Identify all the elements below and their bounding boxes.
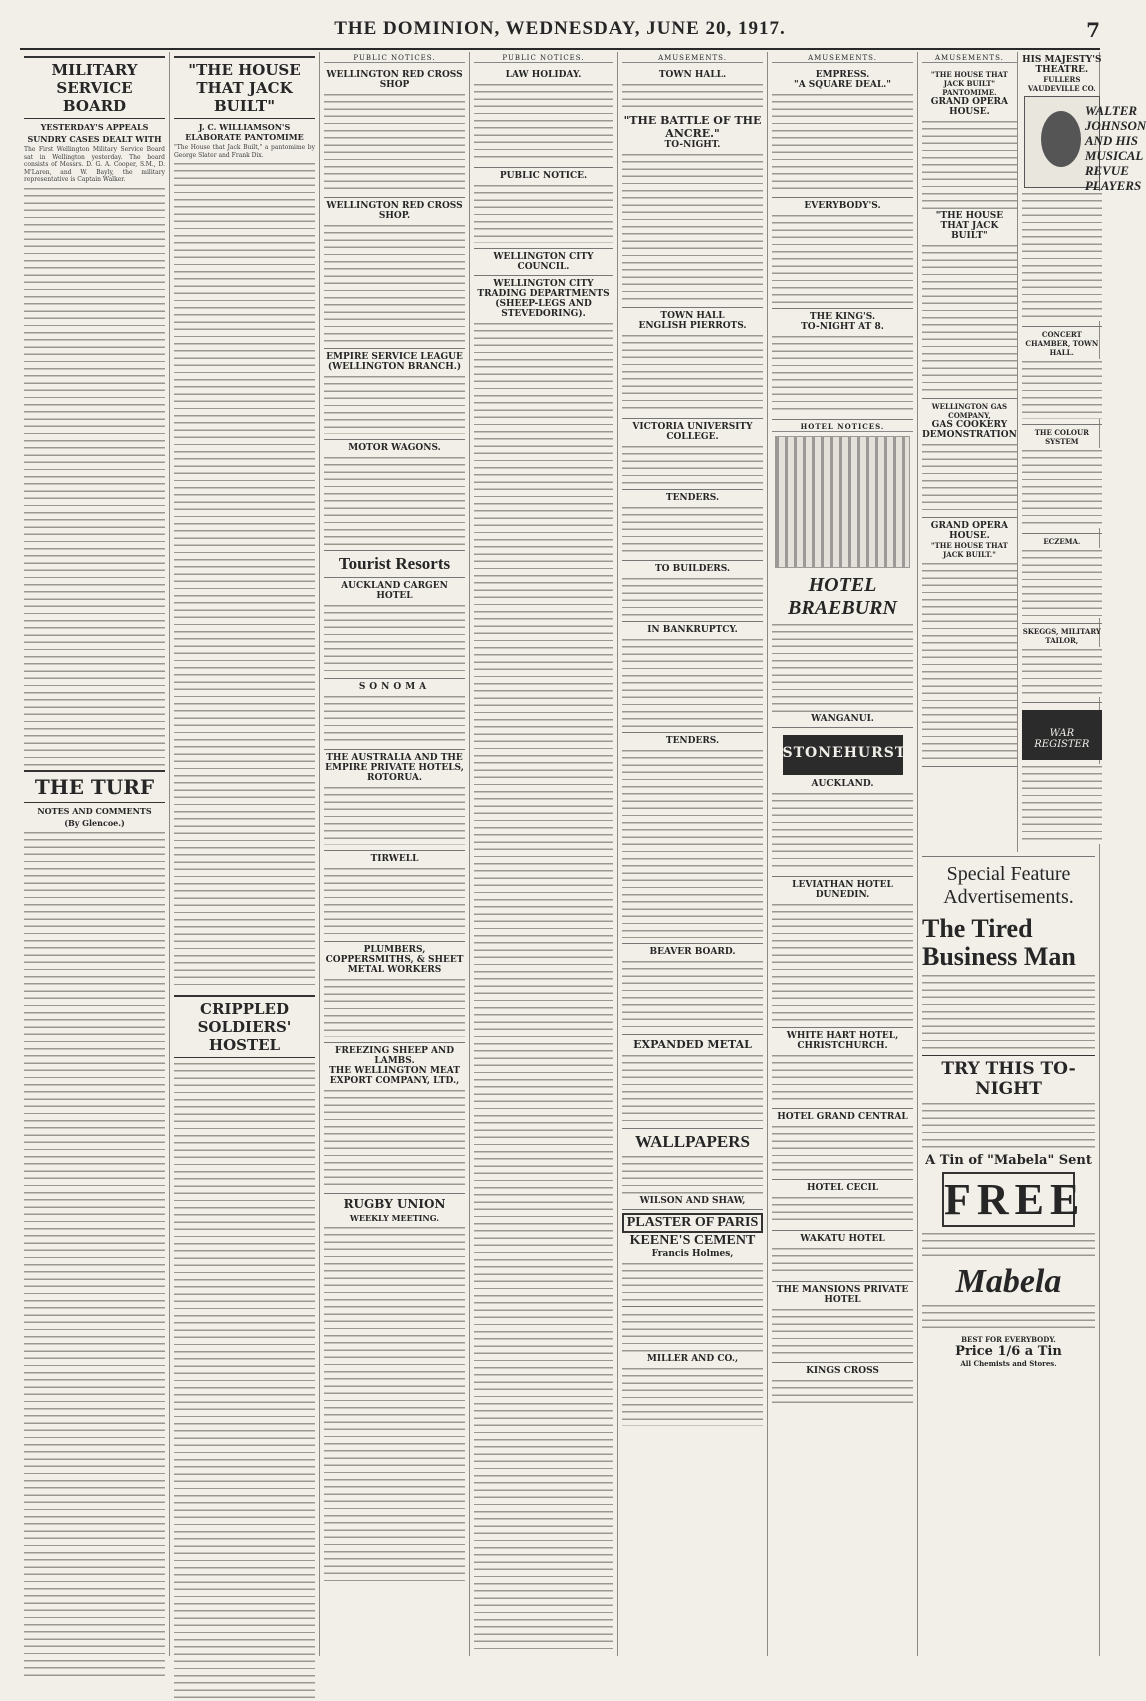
ad-title: EVERYBODY'S. bbox=[804, 201, 881, 211]
ad-body bbox=[622, 748, 763, 938]
ad-title: THE KING'S. bbox=[809, 312, 876, 322]
ad-body bbox=[922, 1303, 1095, 1333]
ad-title: CONCERT CHAMBER, TOWN HALL. bbox=[1025, 330, 1099, 357]
ad-feature: "THE BATTLE OF THE ANCRE." bbox=[623, 114, 762, 140]
ad-title: SONOMA bbox=[358, 682, 431, 692]
ad-title: VICTORIA UNIVERSITY COLLEGE. bbox=[632, 422, 753, 442]
headline-military-service: MILITARY SERVICE BOARD bbox=[24, 56, 165, 119]
ad-body bbox=[324, 455, 465, 545]
byline: (By Glencoe.) bbox=[64, 817, 125, 828]
ad-body bbox=[772, 92, 913, 192]
ad-title: PLASTER OF PARIS bbox=[622, 1213, 763, 1233]
price: Price 1/6 a Tin bbox=[955, 1344, 1062, 1359]
ad-feature: TO-NIGHT. bbox=[664, 140, 721, 150]
ad-body bbox=[772, 622, 913, 712]
ad-title: HOTEL CECIL bbox=[806, 1183, 879, 1193]
ad-title: IN BANKRUPTCY. bbox=[647, 625, 738, 635]
ad-body bbox=[772, 1053, 913, 1103]
ad-feature: WILSON AND SHAW, bbox=[639, 1196, 746, 1206]
ad-body bbox=[772, 1378, 913, 1408]
column-1 bbox=[20, 52, 170, 1656]
ad-feature: Francis Holmes, bbox=[651, 1249, 734, 1259]
hotel-illustration bbox=[775, 436, 910, 568]
ad-body bbox=[772, 1307, 913, 1357]
article-text: "The House that Jack Built," a pantomime by George Slater and Frank Dix. bbox=[174, 144, 317, 159]
page-number: 7 bbox=[1086, 18, 1100, 42]
ad-title: TENDERS. bbox=[665, 736, 720, 746]
logo-text: STONEHURST. bbox=[782, 745, 911, 761]
ad-title: WHITE HART HOTEL, CHRISTCHURCH. bbox=[786, 1031, 899, 1051]
ad-title: TO BUILDERS. bbox=[654, 564, 731, 574]
ad-body bbox=[922, 442, 1017, 512]
ad-feature: "THE HOUSE THAT JACK BUILT" bbox=[935, 211, 1004, 241]
ad-feature: ENGLISH PIERROTS. bbox=[638, 321, 747, 331]
ad-body bbox=[324, 223, 465, 343]
ad-title: LAW HOLIDAY. bbox=[505, 70, 582, 80]
ad-body bbox=[1022, 448, 1102, 528]
ad-title: THE COLOUR SYSTEM bbox=[1034, 428, 1089, 446]
ad-title: Tourist Resorts bbox=[338, 554, 451, 573]
ad-title: THE WELLINGTON MEAT EXPORT COMPANY, LTD., bbox=[329, 1066, 460, 1086]
ad-body bbox=[772, 334, 913, 414]
article-text: The First Wellington Military Service Board sat in Wellington yesterday. The board consists of Messrs. D. G. A. Cooper, S.M., D. M'Laren, and W. Bayly, the military representative is Captain Walker. bbox=[24, 146, 167, 184]
ad-feature: GRAND OPERA HOUSE. bbox=[930, 97, 1009, 117]
ad-body bbox=[622, 576, 763, 616]
article-body bbox=[174, 1061, 315, 1701]
ad-title: MILLER AND CO., bbox=[646, 1354, 739, 1364]
ad-body bbox=[622, 1154, 763, 1194]
war-register-title: WAR REGISTER bbox=[1034, 728, 1090, 750]
ad-body bbox=[622, 82, 763, 112]
section-header: PUBLIC NOTICES. bbox=[474, 54, 613, 63]
ad-body bbox=[922, 119, 1017, 209]
ad-body bbox=[622, 333, 763, 413]
ad-body bbox=[772, 791, 913, 871]
ad-title: FREEZING SHEEP AND LAMBS. bbox=[334, 1046, 455, 1066]
ad-title: TIRWELL bbox=[370, 854, 419, 864]
section-header: AMUSEMENTS. bbox=[922, 54, 1017, 63]
ad-title: HOTEL BRAEBURN bbox=[788, 574, 897, 619]
ad-body bbox=[622, 505, 763, 555]
ad-title: THE MANSIONS PRIVATE HOTEL bbox=[776, 1285, 909, 1305]
ad-body bbox=[324, 694, 465, 744]
ad-title: TENDERS. bbox=[665, 493, 720, 503]
ad-title: HOTEL GRAND CENTRAL bbox=[777, 1112, 908, 1122]
ad-title: THE AUSTRALIA AND THE EMPIRE PRIVATE HOTELS, ROTORUA. bbox=[325, 753, 464, 783]
ad-title: WELLINGTON CITY COUNCIL. bbox=[493, 252, 594, 272]
subhead-pantomime: J. C. WILLIAMSON'S ELABORATE PANTOMIME bbox=[185, 122, 304, 142]
ad-title: WAKATU HOTEL bbox=[800, 1234, 885, 1244]
ad-title: MOTOR WAGONS. bbox=[348, 443, 441, 453]
column-4 bbox=[470, 52, 618, 1656]
ad-body bbox=[474, 183, 613, 243]
portrait-image bbox=[1041, 111, 1081, 167]
revue-portrait bbox=[1024, 96, 1146, 193]
ad-body bbox=[772, 1195, 913, 1225]
subhead-sundry: SUNDRY CASES DEALT WITH bbox=[27, 134, 162, 144]
headline-house-jack: "THE HOUSE THAT JACK BUILT" bbox=[174, 56, 315, 119]
ad-title: EXPANDED METAL bbox=[633, 1038, 752, 1051]
ad-title: WALLPAPERS bbox=[635, 1132, 750, 1151]
ad-body bbox=[622, 1366, 763, 1426]
ad-body bbox=[324, 785, 465, 845]
ad-title: WELLINGTON GAS COMPANY, bbox=[931, 402, 1008, 420]
ad-title: TOWN HALL bbox=[660, 311, 725, 321]
stockists: All Chemists and Stores. bbox=[960, 1359, 1057, 1368]
ad-title: LEVIATHAN HOTEL bbox=[792, 880, 893, 890]
column-3 bbox=[320, 52, 470, 1656]
ad-feature: "THE HOUSE THAT JACK BUILT." bbox=[930, 541, 1008, 559]
headline-turf: THE TURF bbox=[24, 770, 165, 803]
ad-body bbox=[922, 243, 1017, 393]
ad-body bbox=[622, 637, 763, 727]
mabela-logo: Mabela bbox=[955, 1263, 1062, 1300]
amusements-left bbox=[922, 52, 1018, 852]
ad-body bbox=[324, 977, 465, 1037]
ad-body bbox=[1022, 764, 1102, 844]
ad-title: AUCKLAND CARGEN HOTEL bbox=[341, 581, 448, 601]
ad-title: ECZEMA. bbox=[1043, 537, 1081, 546]
column-6 bbox=[768, 52, 918, 1656]
ad-body bbox=[1022, 359, 1102, 419]
ad-body bbox=[622, 959, 763, 1029]
ad-title: RUGBY UNION bbox=[343, 1197, 446, 1211]
free-banner: FREE bbox=[942, 1172, 1075, 1227]
column-5 bbox=[618, 52, 768, 1656]
ad-title: EMPRESS. bbox=[815, 70, 870, 80]
section-header: PUBLIC NOTICES. bbox=[324, 54, 465, 63]
ad-feature: DUNEDIN. bbox=[815, 890, 870, 900]
ad-title: KINGS CROSS bbox=[806, 1366, 879, 1376]
column-2 bbox=[170, 52, 320, 1656]
ad-feature: GAS COOKERY DEMONSTRATION bbox=[922, 420, 1017, 440]
section-header: HOTEL NOTICES. bbox=[772, 422, 913, 432]
ad-body bbox=[922, 1101, 1095, 1151]
ad-body bbox=[922, 561, 1017, 761]
section-header: AMUSEMENTS. bbox=[622, 54, 763, 63]
headline-crippled-soldiers: CRIPPLED SOLDIERS' HOSTEL bbox=[174, 995, 315, 1058]
amusements-right bbox=[1022, 52, 1146, 852]
article-body bbox=[174, 161, 315, 991]
ad-title: PLUMBERS, COPPERSMITHS, & SHEET METAL WORKERS bbox=[325, 945, 464, 975]
ad-title: HIS MAJESTY'S THEATRE. bbox=[1022, 55, 1102, 75]
article-body bbox=[24, 186, 165, 766]
subhead-appeals: YESTERDAY'S APPEALS bbox=[40, 122, 149, 132]
column-7 bbox=[918, 52, 1146, 1656]
revue-title: WALTER JOHNSON AND HIS MUSICAL REVUE PLAYERS bbox=[1084, 103, 1146, 193]
ad-title: GRAND OPERA HOUSE. bbox=[930, 521, 1009, 541]
ad-feature: WANGANUI. bbox=[811, 714, 874, 724]
ad-body bbox=[622, 444, 763, 484]
ad-body bbox=[622, 1261, 763, 1301]
tired-business-man-title: The Tired Business Man bbox=[922, 914, 1076, 971]
ad-title: WELLINGTON RED CROSS SHOP. bbox=[326, 201, 463, 221]
ad-body bbox=[324, 603, 465, 673]
newspaper-title: THE DOMINION, WEDNESDAY, JUNE 20, 1917. bbox=[334, 18, 786, 39]
ad-body bbox=[324, 1225, 465, 1585]
try-tonight: TRY THIS TO-NIGHT bbox=[922, 1055, 1095, 1099]
ad-body bbox=[772, 1246, 913, 1276]
subhead-notes: NOTES AND COMMENTS bbox=[37, 805, 152, 816]
masthead bbox=[20, 18, 1100, 50]
stonehurst-logo bbox=[782, 735, 911, 775]
ad-title: SKEGGS, MILITARY TAILOR, bbox=[1022, 627, 1101, 645]
best-for-everybody: BEST FOR EVERYBODY. bbox=[961, 1335, 1056, 1344]
tin-sent: A Tin of "Mabela" Sent bbox=[925, 1153, 1092, 1168]
ad-subtitle: WEEKLY MEETING. bbox=[349, 1213, 440, 1223]
special-feature-section bbox=[922, 856, 1095, 1368]
ad-body bbox=[922, 973, 1095, 1053]
ad-feature: TO-NIGHT AT 8. bbox=[801, 322, 884, 332]
ad-feature: "A SQUARE DEAL." bbox=[794, 80, 891, 90]
ad-feature: FULLERS VAUDEVILLE CO. bbox=[1027, 75, 1096, 93]
ad-body bbox=[1022, 191, 1102, 321]
ad-body bbox=[324, 374, 465, 434]
ad-body bbox=[474, 321, 613, 1651]
ad-title: EMPIRE SERVICE LEAGUE (WELLINGTON BRANCH.) bbox=[326, 352, 463, 372]
ad-title: TOWN HALL. bbox=[658, 70, 727, 80]
ad-body bbox=[324, 866, 465, 936]
ad-body bbox=[1022, 548, 1102, 618]
war-register-image bbox=[1022, 710, 1102, 760]
ad-body bbox=[324, 1088, 465, 1188]
ad-title: BEAVER BOARD. bbox=[649, 947, 736, 957]
ad-body bbox=[324, 92, 465, 192]
amusements-area bbox=[922, 52, 1146, 852]
ad-title: PUBLIC NOTICE. bbox=[499, 171, 588, 181]
ad-body bbox=[772, 1124, 913, 1174]
ad-body bbox=[772, 213, 913, 303]
article-body bbox=[24, 830, 165, 1680]
ad-feature: KEENE'S CEMENT bbox=[629, 1233, 756, 1248]
ad-body bbox=[622, 152, 763, 302]
special-feature-heading: Special Feature Advertisements. bbox=[943, 863, 1074, 908]
ad-body bbox=[1022, 647, 1102, 697]
section-header: AMUSEMENTS. bbox=[772, 54, 913, 63]
ad-feature: AUCKLAND. bbox=[811, 779, 874, 789]
ad-title: WELLINGTON RED CROSS SHOP bbox=[326, 70, 463, 90]
ad-body bbox=[622, 1053, 763, 1123]
ad-title: WELLINGTON CITY TRADING DEPARTMENTS (SHEEP-LEGS AND STEVEDORING). bbox=[477, 279, 610, 319]
ad-body bbox=[922, 1231, 1095, 1261]
ad-body bbox=[772, 902, 913, 1022]
ad-body bbox=[474, 82, 613, 162]
ad-body bbox=[622, 1312, 763, 1352]
ad-title: "THE HOUSE THAT JACK BUILT" PANTOMIME. bbox=[930, 70, 1008, 97]
